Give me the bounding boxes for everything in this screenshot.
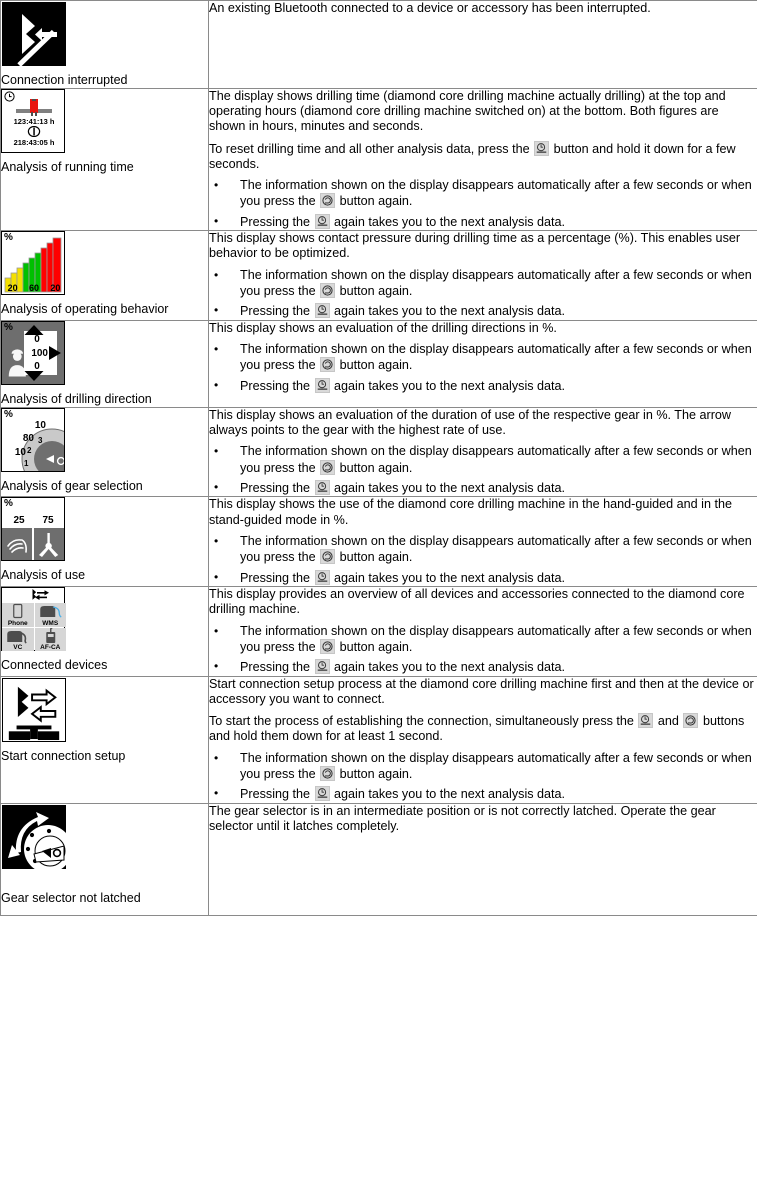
device-name: Phone <box>7 619 28 627</box>
next-data-tail: again takes you to the next analysis data. <box>334 481 566 496</box>
symbol-label: Start connection setup <box>1 748 126 763</box>
list-item <box>209 659 757 675</box>
table-row <box>1 89 757 231</box>
direction-value-up: 0 <box>34 333 40 345</box>
description-paragraph: This display shows an evaluation of the duration of use of the respective gear in %. The arrow always points to the gear with the highest rate of use. <box>209 407 732 438</box>
symbol-label: Analysis of use <box>1 568 86 583</box>
reset-instruction-tail: button and hold it down for a few seconds. <box>209 141 736 171</box>
symbol-cell <box>1 803 209 915</box>
next-data-prefix: Pressing the <box>240 214 311 229</box>
device-name: VC <box>13 644 23 652</box>
next-data-prefix: Pressing the <box>240 378 311 393</box>
auto-hide-text: The information shown on the display disappears automatically after a few seconds or when you press the <box>240 178 752 209</box>
device-cell-wms <box>35 603 67 627</box>
description-cell <box>209 320 757 407</box>
symbol-cell <box>1 587 209 677</box>
description-paragraph: This display provides an overview of all devices and accessories connected to the diamond core drilling machine. <box>209 587 745 617</box>
next-data-prefix: Pressing the <box>240 304 311 319</box>
service-indicator-button-icon[interactable] <box>315 659 330 674</box>
bluetooth-interrupted-icon <box>2 2 66 66</box>
list-item <box>209 268 757 300</box>
list-item <box>209 534 757 566</box>
bluetooth-transfer-icon <box>2 588 66 603</box>
chart-value: 20 <box>50 283 61 294</box>
chart-value-labels <box>2 283 66 293</box>
display-button-icon[interactable] <box>320 549 335 564</box>
service-indicator-button-icon[interactable] <box>315 303 330 318</box>
auto-hide-text: The information shown on the display disappears automatically after a few seconds or when you press the <box>240 623 752 654</box>
symbol-cell <box>1 1 209 89</box>
symbol-label: Analysis of drilling direction <box>1 391 152 406</box>
next-data-prefix: Pressing the <box>240 787 311 802</box>
next-data-tail: again takes you to the next analysis data. <box>334 378 566 393</box>
bullet-list <box>209 534 757 586</box>
description-cell <box>209 587 757 677</box>
description-cell <box>209 89 757 231</box>
table-row <box>1 231 757 321</box>
device-cell-phone <box>2 603 34 627</box>
auto-hide-text: The information shown on the display disappears automatically after a few seconds or when you press the <box>240 267 752 299</box>
drilling-time-value: 123:41:13 h <box>13 117 55 126</box>
list-item <box>209 342 757 374</box>
display-button-icon[interactable] <box>320 460 335 475</box>
bullet-list <box>209 624 757 676</box>
svg-text:2: 2 <box>27 445 32 455</box>
list-item <box>209 178 757 210</box>
description-paragraph: This display shows the use of the diamond core drilling machine in the hand-guided and in the stand-guided mode in %. <box>209 497 732 527</box>
bullet-list <box>209 444 757 496</box>
direction-value-down: 0 <box>34 360 40 372</box>
list-item <box>209 624 757 656</box>
description-paragraph: The display shows drilling time (diamond core drilling machine actually drilling) at the top and operating hours (diamond core drilling machine switched on) at the bottom. Both figures are shown in hours, minutes and seconds. <box>209 89 726 134</box>
service-indicator-button-icon[interactable] <box>315 480 330 495</box>
pairing-middle: and <box>657 714 679 729</box>
display-button-icon[interactable] <box>320 639 335 654</box>
pairing-instruction <box>209 713 757 744</box>
symbol-cell <box>1 676 209 803</box>
description-paragraph: Start connection setup process at the diamond core drilling machine first and then at the device or accessory you want to connect. <box>209 676 754 706</box>
use-value-stand-guided: 75 <box>42 515 54 527</box>
direction-value-horizontal: 100 <box>31 347 48 359</box>
auto-hide-tail: button again. <box>339 284 413 299</box>
symbol-cell <box>1 89 209 231</box>
gear-value-3: 10 <box>34 419 46 431</box>
symbol-cell <box>1 497 209 587</box>
percent-symbol: % <box>4 232 13 244</box>
chart-value: 60 <box>28 283 39 294</box>
device-cell-af-ca <box>35 628 67 652</box>
device-name: AF-CA <box>40 644 61 652</box>
display-button-icon[interactable] <box>320 766 335 781</box>
analysis-of-use-display-icon <box>1 497 65 561</box>
table-body <box>1 1 757 916</box>
power-icon <box>2 126 66 137</box>
description-cell <box>209 1 757 89</box>
reset-instruction-prefix: To reset drilling time and all other analysis data, press the <box>209 141 530 156</box>
symbol-label: Connection interrupted <box>1 73 128 87</box>
display-button-icon[interactable] <box>320 357 335 372</box>
table-row <box>1 587 757 677</box>
service-indicator-button-icon[interactable] <box>534 141 549 156</box>
list-item <box>209 786 757 802</box>
chart-value: 20 <box>7 283 18 294</box>
auto-hide-text: The information shown on the display disappears automatically after a few seconds or when you press the <box>240 533 752 565</box>
next-data-tail: again takes you to the next analysis data. <box>334 660 566 675</box>
use-mode-icons <box>2 528 64 560</box>
symbol-cell <box>1 231 209 321</box>
svg-text:1: 1 <box>24 458 29 468</box>
phone-icon <box>2 603 34 619</box>
auto-hide-tail: button again. <box>339 358 413 373</box>
service-indicator-button-icon[interactable] <box>315 570 330 585</box>
next-data-tail: again takes you to the next analysis data. <box>334 214 566 229</box>
symbol-label: Gear selector not latched <box>1 890 141 905</box>
list-item <box>209 570 757 586</box>
description-cell <box>209 497 757 587</box>
auto-hide-tail: button again. <box>339 639 413 654</box>
next-data-tail: again takes you to the next analysis data. <box>334 304 566 319</box>
next-data-tail: again takes you to the next analysis data. <box>334 787 566 802</box>
auto-hide-tail: button again. <box>339 766 413 781</box>
auto-hide-text: The information shown on the display disappears automatically after a few seconds or when you press the <box>240 750 752 781</box>
start-connection-setup-icon <box>2 678 66 742</box>
operating-time-value: 218:43:05 h <box>13 138 55 147</box>
table-row <box>1 320 757 407</box>
drilling-direction-display-icon <box>1 321 65 385</box>
bullet-list <box>209 268 757 320</box>
bullet-list <box>209 178 757 230</box>
next-data-prefix: Pressing the <box>240 660 311 675</box>
percent-symbol: % <box>4 408 13 420</box>
auto-hide-text: The information shown on the display disappears automatically after a few seconds or when you press the <box>240 444 752 475</box>
list-item <box>209 214 757 230</box>
description-paragraph: This display shows contact pressure during drilling time as a percentage (%). This enables user behavior to be optimized. <box>209 231 741 261</box>
description-cell <box>209 231 757 321</box>
symbol-label: Analysis of gear selection <box>1 478 143 493</box>
bullet-list <box>209 751 757 803</box>
display-button-icon[interactable] <box>683 713 698 728</box>
symbol-label: Analysis of operating behavior <box>1 302 169 317</box>
symbol-cell <box>1 407 209 497</box>
description-paragraph: The gear selector is in an intermediate position or is not correctly latched. Operate the gear selector until it latches completely. <box>209 803 716 833</box>
service-indicator-button-icon[interactable] <box>315 786 330 801</box>
list-item <box>209 378 757 394</box>
next-data-prefix: Pressing the <box>240 570 311 585</box>
device-name: WMS <box>42 619 59 627</box>
description-cell <box>209 676 757 803</box>
table-row <box>1 497 757 587</box>
next-data-prefix: Pressing the <box>240 481 311 496</box>
pairing-tail: buttons and hold them down for at least 1 second. <box>209 714 745 744</box>
gear-value-1: 10 <box>14 446 26 458</box>
auto-hide-tail: button again. <box>339 460 413 475</box>
use-value-hand-guided: 25 <box>13 515 25 527</box>
af-ca-supply-icon <box>35 628 67 644</box>
percent-symbol: % <box>4 498 13 510</box>
device-grid <box>2 603 66 651</box>
list-item <box>209 480 757 496</box>
table-row <box>1 803 757 915</box>
auto-hide-text: The information shown on the display disappears automatically after a few seconds or when you press the <box>240 342 752 373</box>
description-cell <box>209 803 757 915</box>
vacuum-cleaner-icon <box>2 628 34 644</box>
symbol-label: Analysis of running time <box>1 160 134 174</box>
symbol-label: Connected devices <box>1 658 108 673</box>
symbol-cell <box>1 320 209 407</box>
gear-selector-not-latched-icon <box>2 805 66 869</box>
water-management-icon <box>35 603 67 619</box>
list-item <box>209 444 757 476</box>
auto-hide-tail: button again. <box>339 550 413 565</box>
display-button-icon[interactable] <box>320 283 335 298</box>
description-paragraph: This display shows an evaluation of the drilling directions in %. <box>209 320 557 335</box>
list-item <box>209 751 757 783</box>
device-cell-vc <box>2 628 34 652</box>
service-indicator-button-icon[interactable] <box>638 713 653 728</box>
auto-hide-tail: button again. <box>339 194 413 209</box>
svg-text:3: 3 <box>38 435 43 445</box>
percent-symbol: % <box>4 321 13 333</box>
service-indicator-button-icon[interactable] <box>315 214 330 229</box>
operating-behavior-chart-icon <box>1 231 65 295</box>
bullet-list <box>209 342 757 394</box>
list-item <box>209 303 757 319</box>
table-row <box>1 1 757 89</box>
reset-instruction <box>209 141 757 172</box>
description-cell <box>209 407 757 497</box>
display-button-icon[interactable] <box>320 193 335 208</box>
gear-selection-display-icon <box>1 408 65 472</box>
service-indicator-button-icon[interactable] <box>315 378 330 393</box>
table-row <box>1 676 757 803</box>
running-time-display-icon <box>1 89 65 153</box>
table-row <box>1 407 757 497</box>
gear-value-2: 80 <box>22 432 34 444</box>
connected-devices-display-icon <box>1 587 65 651</box>
description-paragraph: An existing Bluetooth connected to a device or accessory has been interrupted. <box>209 1 651 15</box>
next-data-tail: again takes you to the next analysis data. <box>334 570 566 585</box>
drill-bit-icon <box>2 99 66 117</box>
pairing-prefix: To start the process of establishing the connection, simultaneously press the <box>209 714 634 729</box>
